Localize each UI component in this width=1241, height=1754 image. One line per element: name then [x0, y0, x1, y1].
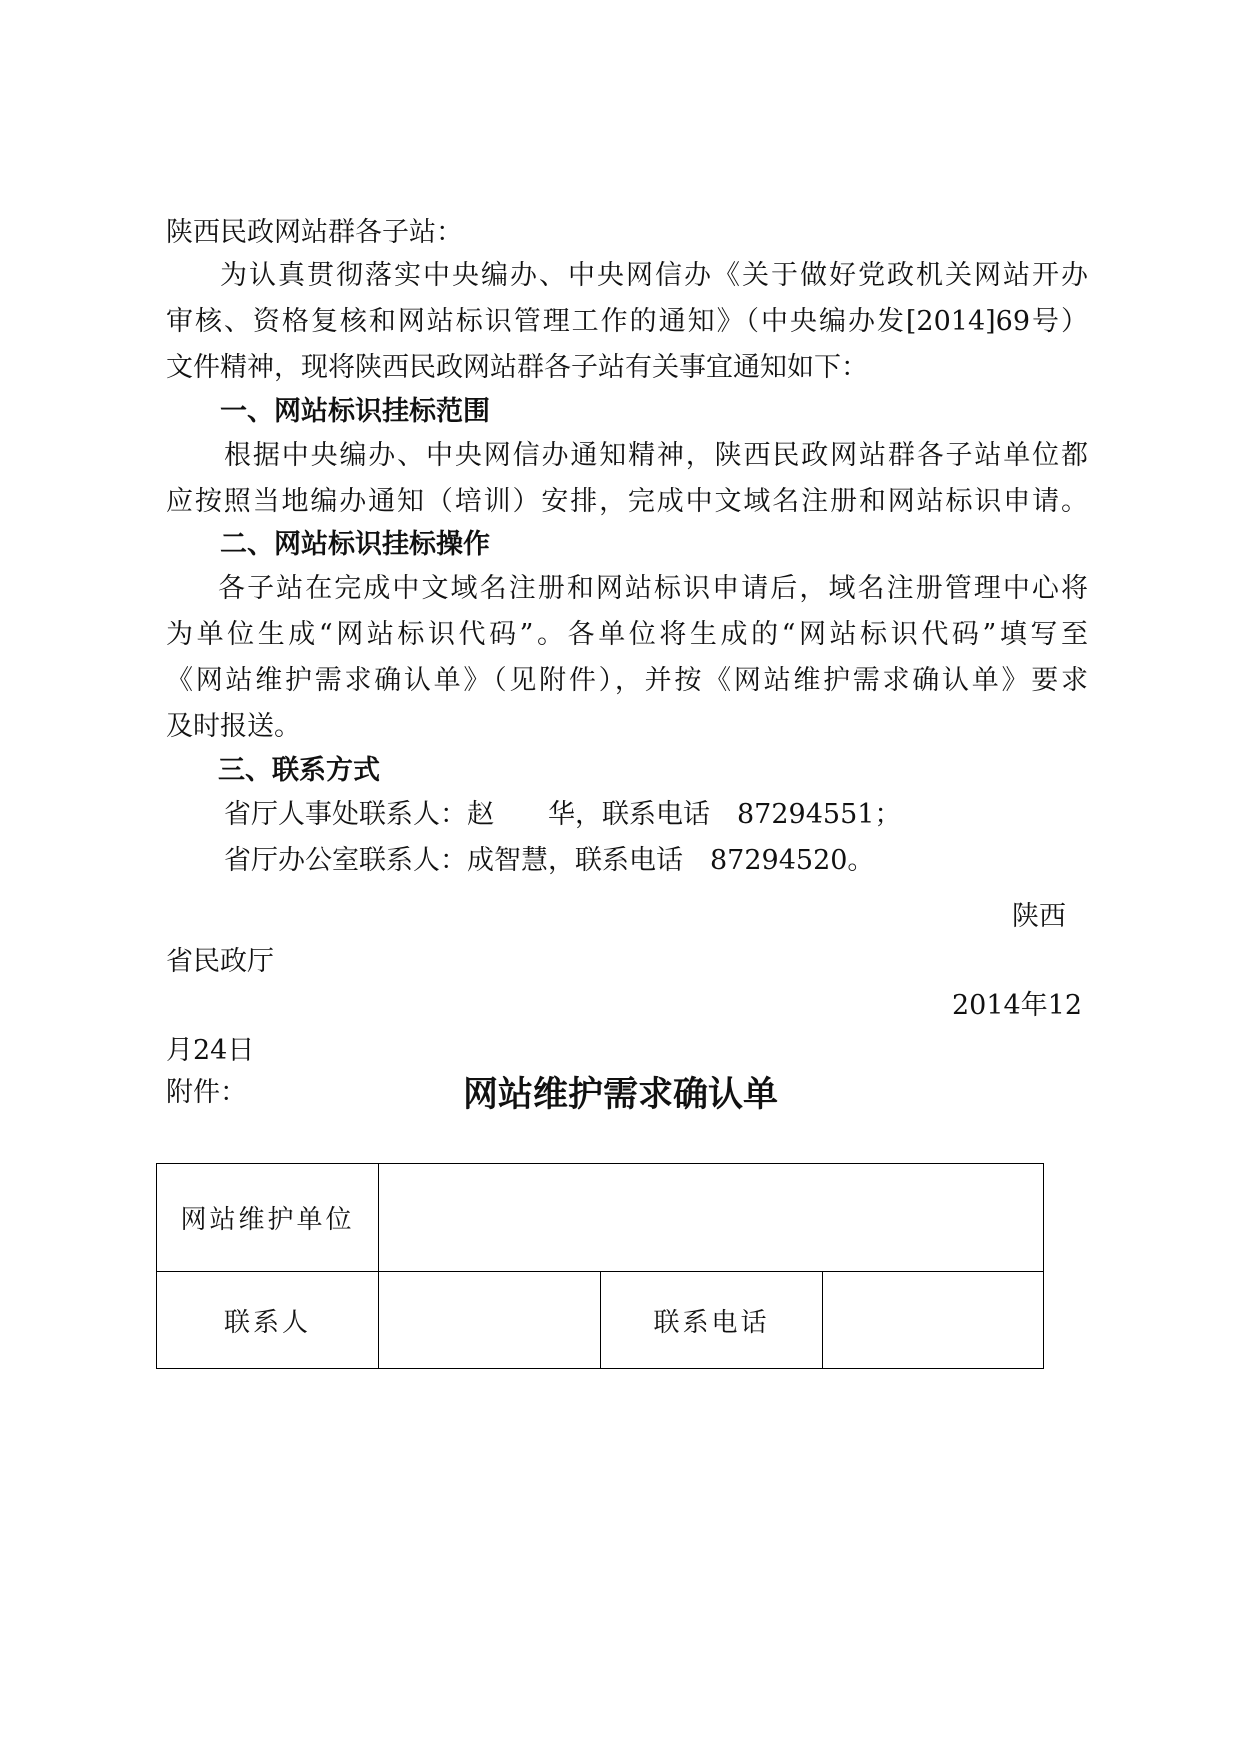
- attachment-label: 附件：: [166, 1077, 247, 1108]
- section2-line-3: 《网站维护需求确认单》（见附件），并按《网站维护需求确认单》要求: [166, 665, 1088, 696]
- contact-value-cell[interactable]: [379, 1272, 601, 1369]
- intro-line-3: 文件精神，现将陕西民政网站群各子站有关事宜通知如下：: [166, 352, 868, 383]
- section2-line-1: 各子站在完成中文域名注册和网站标识申请后，域名注册管理中心将: [218, 573, 1088, 604]
- signature-date-part1: 2014年12: [952, 990, 1083, 1021]
- contact-line-personnel: 省厅人事处联系人：赵 华，联系电话 87294551；: [224, 799, 902, 830]
- section-heading-operation: 二、网站标识挂标操作: [220, 529, 490, 560]
- phone-label-cell: 联系电话: [601, 1272, 823, 1369]
- section1-line-1: 根据中央编办、中央网信办通知精神，陕西民政网站群各子站单位都: [224, 440, 1088, 471]
- salutation: 陕西民政网站群各子站：: [166, 217, 463, 248]
- section-heading-scope: 一、网站标识挂标范围: [220, 396, 490, 427]
- section1-line-2: 应按照当地编办通知（培训）安排，完成中文域名注册和网站标识申请。: [166, 486, 1088, 517]
- confirmation-form-table: [156, 1163, 1044, 1369]
- form-row-unit: [157, 1164, 1044, 1272]
- unit-value-cell[interactable]: [379, 1164, 1044, 1272]
- section2-line-2: 为单位生成“网站标识代码”。各单位将生成的“网站标识代码”填写至: [166, 619, 1088, 650]
- phone-value-cell[interactable]: [823, 1272, 1044, 1369]
- contact-line-office: 省厅办公室联系人：成智慧，联系电话 87294520。: [224, 845, 875, 876]
- form-row-contact: [157, 1272, 1044, 1369]
- signature-org-part2: 省民政厅: [166, 946, 274, 977]
- section2-line-4: 及时报送。: [166, 711, 301, 742]
- signature-org-part1: 陕西: [1012, 901, 1066, 932]
- form-title: 网站维护需求确认单: [462, 1075, 778, 1115]
- intro-line-2: 审核、资格复核和网站标识管理工作的通知》（中央编办发[2014]69号）: [166, 306, 1088, 337]
- contact-label-cell: 联系人: [157, 1272, 379, 1369]
- unit-label-cell: 网站维护单位: [157, 1164, 379, 1272]
- intro-line-1: 为认真贯彻落实中央编办、中央网信办《关于做好党政机关网站开办: [220, 260, 1088, 291]
- signature-date-part2: 月24日: [166, 1035, 255, 1066]
- section-heading-contact: 三、联系方式: [218, 755, 380, 786]
